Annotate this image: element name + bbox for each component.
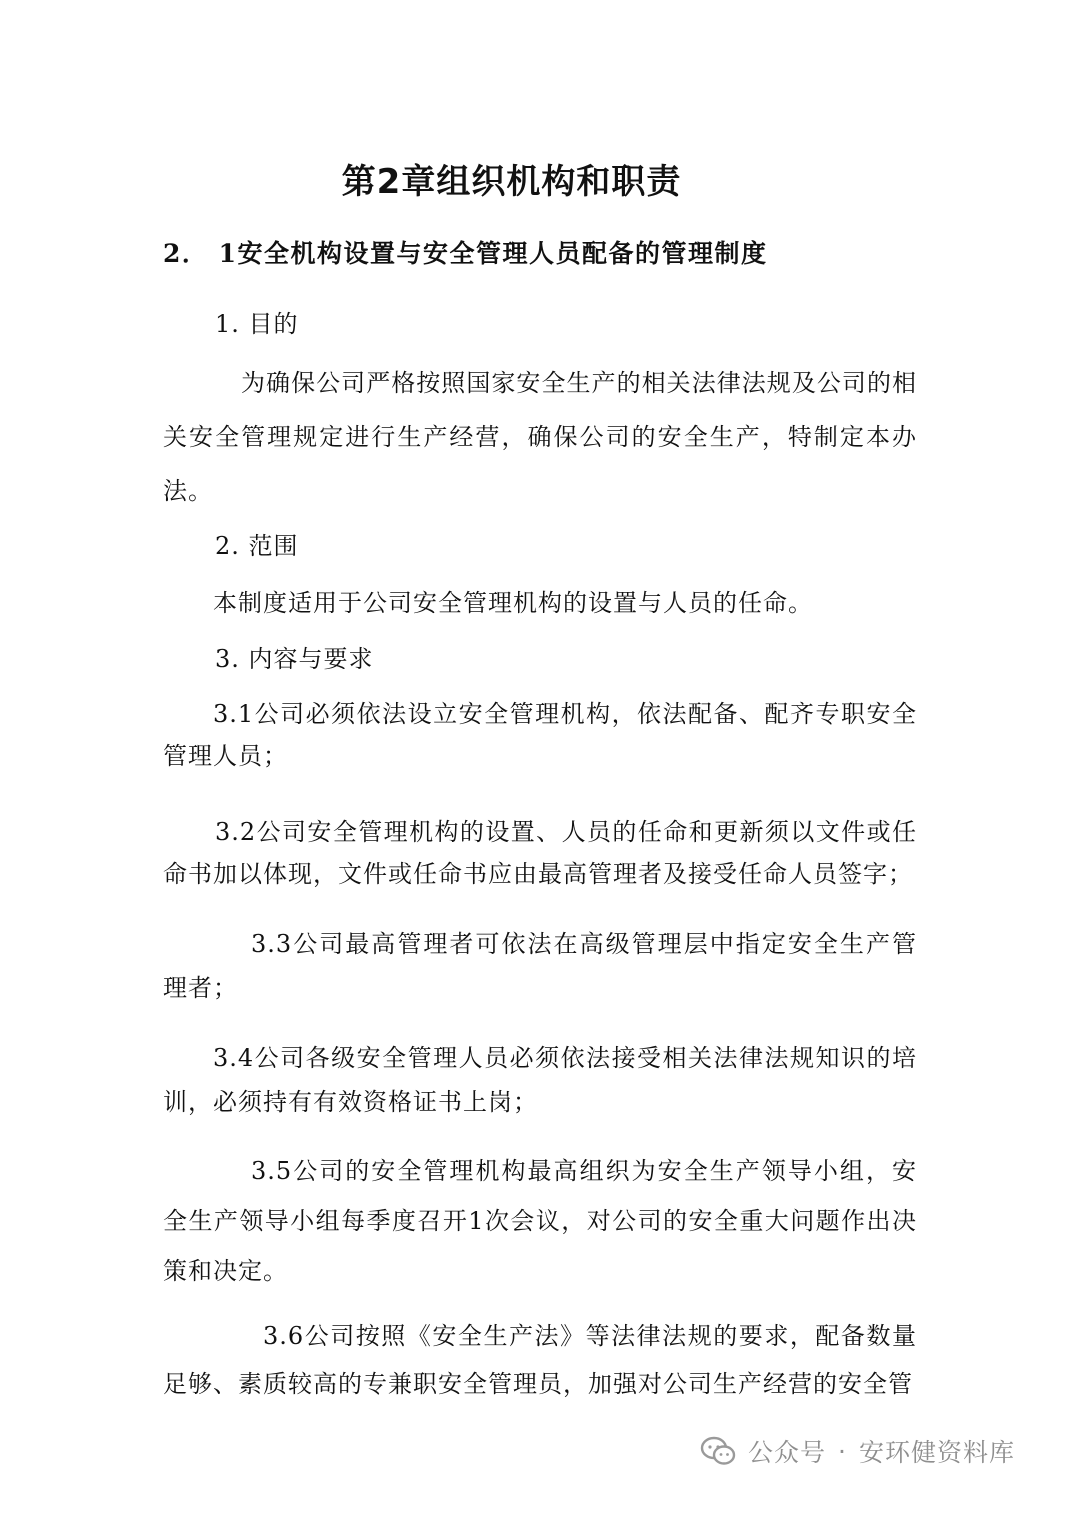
- scope-paragraph: 本制度适用于公司安全管理机构的设置与人员的任命。: [213, 589, 813, 617]
- clause-3-2: 3.2公司安全管理机构的设置、人员的任命和更新须以文件或任命书加以体现，文件或任命书应由最高管理者及接受任命人员签字；: [163, 818, 917, 888]
- content-heading: 3. 内容与要求: [215, 645, 374, 673]
- clause-3-3: 3.3公司最高管理者可依法在高级管理层中指定安全生产管理者；: [163, 930, 917, 1002]
- clause-3-5: 3.5公司的安全管理机构最高组织为安全生产领导小组，安全生产领导小组每季度召开1次会议，对公司的安全重大问题作出决策和决定。: [163, 1157, 917, 1285]
- chapter-title: 第2章组织机构和职责: [341, 162, 682, 202]
- watermark-label: 公众号: [748, 1438, 827, 1467]
- wechat-icon: [700, 1436, 736, 1466]
- scope-heading: 2. 范围: [215, 532, 299, 560]
- section-heading: 2． 1安全机构设置与安全管理人员配备的管理制度: [163, 239, 768, 268]
- watermark-separator: ·: [838, 1436, 847, 1466]
- clause-3-1: 3.1公司必须依法设立安全管理机构，依法配备、配齐专职安全管理人员；: [163, 700, 917, 770]
- purpose-paragraph: 为确保公司严格按照国家安全生产的相关法律法规及公司的相关安全管理规定进行生产经营，确保公司的安全生产，特制定本办法。: [163, 369, 917, 505]
- clause-3-6: 3.6公司按照《安全生产法》等法律法规的要求，配备数量足够、素质较高的专兼职安全管理员，加强对公司生产经营的安全管: [163, 1322, 917, 1398]
- purpose-heading: 1. 目的: [215, 310, 299, 338]
- clause-3-4: 3.4公司各级安全管理人员必须依法接受相关法律法规知识的培训，必须持有有效资格证书上岗；: [163, 1044, 917, 1116]
- wechat-account-watermark: [700, 1428, 1015, 1474]
- watermark-account-name: 安环健资料库: [858, 1438, 1015, 1467]
